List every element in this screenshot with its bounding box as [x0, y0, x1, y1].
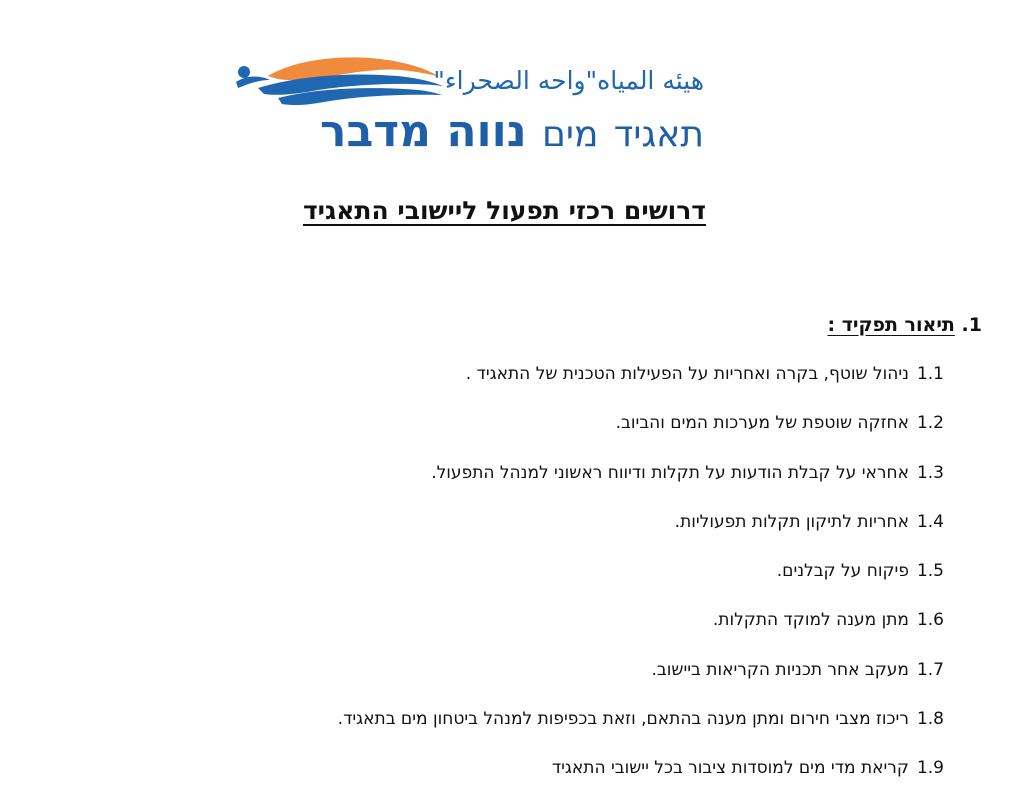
duties-list	[44, 364, 944, 808]
list-item	[44, 413, 944, 462]
item-text: ניהול שוטף, בקרה ואחריות על הפעילות הטכנית של התאגיד .	[465, 364, 909, 384]
list-item	[44, 561, 944, 610]
item-number: 1.1	[916, 364, 944, 384]
list-item	[44, 758, 944, 807]
item-number: 1.2	[916, 413, 944, 434]
list-item	[44, 364, 944, 413]
logo-arabic-text: هيئه المياه"واحه الصحراء"	[433, 66, 704, 95]
list-item	[44, 512, 944, 561]
section-label: תיאור תפקיד :	[827, 314, 955, 336]
list-item	[44, 660, 944, 709]
item-number: 1.3	[916, 462, 944, 483]
item-text: אחראי על קבלת הודעות על תקלות ודיווח ראשוני למנהל התפעול.	[431, 462, 909, 483]
logo-name-part1: תאגיד	[613, 114, 704, 155]
logo-name-part3: נווה	[446, 106, 527, 157]
section-heading	[827, 314, 982, 336]
item-text: מתן מענה למוקד התקלות.	[712, 610, 909, 631]
item-number: 1.4	[916, 511, 944, 532]
item-text: אחריות לתיקון תקלות תפעוליות.	[674, 511, 909, 532]
item-number: 1.8	[916, 709, 944, 730]
logo-name-part2: מים	[542, 114, 599, 155]
item-text: אחזקה שוטפת של מערכות המים והביוב.	[615, 413, 909, 434]
item-number: 1.5	[916, 561, 944, 582]
item-text: קריאת מדי מים למוסדות ציבור בכל יישובי התאגיד	[551, 758, 909, 779]
document-title: דרושים רכזי תפעול ליישובי התאגיד	[302, 196, 706, 225]
logo-name-part4: מדבר	[319, 106, 431, 157]
item-number: 1.7	[916, 659, 944, 680]
list-item	[44, 463, 944, 512]
item-number: 1.9	[916, 758, 944, 779]
company-logo	[228, 52, 708, 162]
item-text: פיקוח על קבלנים.	[776, 561, 909, 582]
item-text: ריכוז מצבי חירום ומתן מענה בהתאם, וזאת בכפיפות למנהל ביטחון מים בתאגיד.	[337, 709, 909, 730]
list-item	[44, 709, 944, 758]
logo-hebrew-name	[320, 106, 704, 157]
item-number: 1.6	[916, 610, 944, 631]
section-number: 1.	[961, 314, 982, 336]
water-waves-logo-icon	[228, 54, 458, 114]
list-item	[44, 610, 944, 659]
item-text: מעקב אחר תכניות הקריאות ביישוב.	[651, 659, 909, 680]
